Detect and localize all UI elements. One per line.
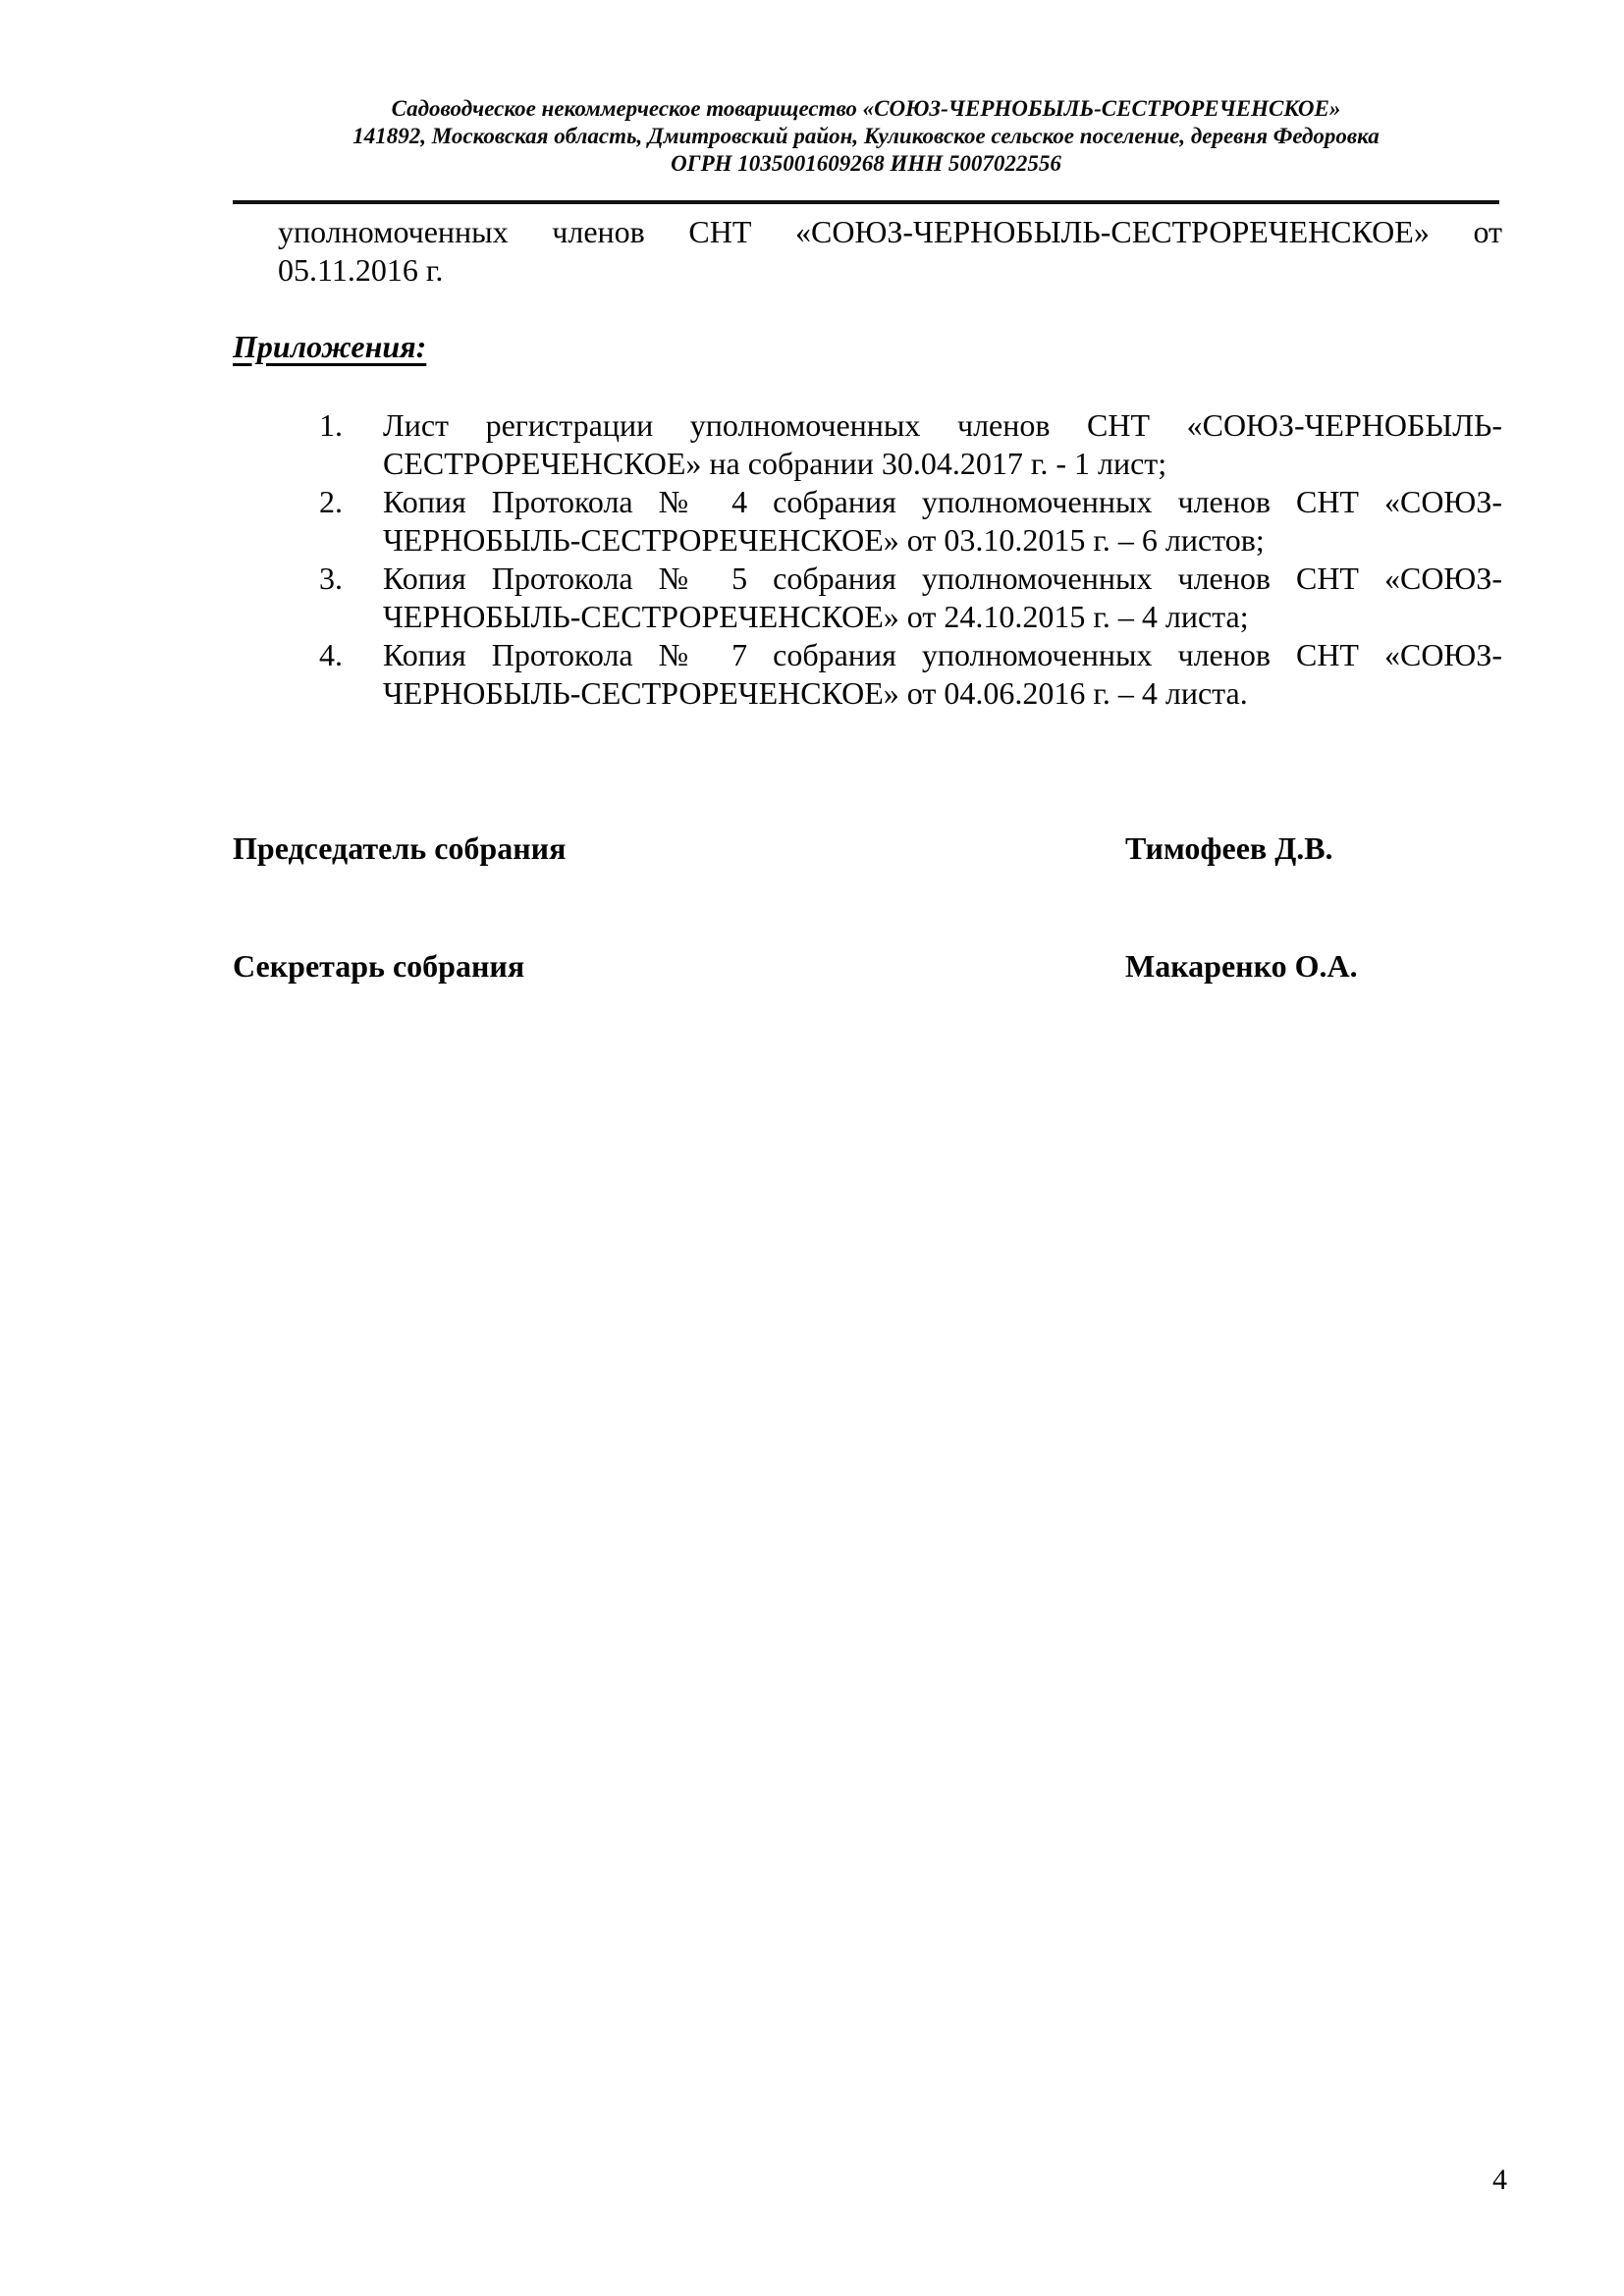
appendix-item-1-number: 1. bbox=[319, 407, 343, 443]
continuation-paragraph bbox=[278, 213, 1502, 290]
page-number: 4 bbox=[1492, 2163, 1507, 2196]
continuation-line-1: уполномоченных членов СНТ «СОЮЗ-ЧЕРНОБЫЛЬ-СЕСТРОРЕЧЕНСКОЕ» от bbox=[278, 214, 1502, 249]
appendix-item-2 bbox=[319, 483, 1502, 560]
letterhead-org-name: Садоводческое некоммерческое товарищество «СОЮЗ-ЧЕРНОБЫЛЬ-СЕСТРОРЕЧЕНСКОЕ» bbox=[391, 96, 1341, 121]
signature-row-secretary bbox=[233, 947, 1502, 986]
appendix-item-3-line-2: ЧЕРНОБЫЛЬ-СЕСТРОРЕЧЕНСКОЕ» от 24.10.2015 г. – 4 листа; bbox=[383, 599, 1249, 634]
letterhead-divider-rule bbox=[233, 200, 1499, 204]
appendix-item-1-line-1: Лист регистрации уполномоченных членов СНТ «СОЮЗ-ЧЕРНОБЫЛЬ- bbox=[383, 407, 1502, 443]
signature-row-chairman bbox=[233, 829, 1502, 868]
appendix-item-4-line-1: Копия Протокола № 7 собрания уполномоченных членов СНТ «СОЮЗ- bbox=[383, 637, 1502, 672]
chairman-name: Тимофеев Д.В. bbox=[1125, 830, 1333, 866]
letterhead-address: 141892, Московская область, Дмитровский район, Куликовское сельское поселение, деревня Федоровка bbox=[352, 124, 1380, 148]
appendix-item-4-line-2: ЧЕРНОБЫЛЬ-СЕСТРОРЕЧЕНСКОЕ» от 04.06.2016 г. – 4 листа. bbox=[383, 675, 1248, 711]
appendix-item-2-line-1: Копия Протокола № 4 собрания уполномоченных членов СНТ «СОЮЗ- bbox=[383, 484, 1502, 519]
appendix-list bbox=[319, 406, 1502, 713]
appendix-item-1 bbox=[319, 406, 1502, 483]
letterhead-ogrn-inn: ОГРН 1035001609268 ИНН 5007022556 bbox=[671, 151, 1061, 176]
appendix-item-3 bbox=[319, 560, 1502, 636]
appendix-item-3-line-1: Копия Протокола № 5 собрания уполномоченных членов СНТ «СОЮЗ- bbox=[383, 561, 1502, 596]
appendix-item-2-line-2: ЧЕРНОБЫЛЬ-СЕСТРОРЕЧЕНСКОЕ» от 03.10.2015 г. – 6 листов; bbox=[383, 522, 1265, 558]
secretary-role-label: Секретарь собрания bbox=[233, 948, 525, 984]
appendix-item-1-line-2: СЕСТРОРЕЧЕНСКОЕ» на собрании 30.04.2017 г. - 1 лист; bbox=[383, 446, 1167, 481]
appendix-item-3-number: 3. bbox=[319, 561, 343, 596]
continuation-line-2: 05.11.2016 г. bbox=[278, 252, 444, 288]
appendix-item-4-number: 4. bbox=[319, 637, 343, 672]
chairman-role-label: Председатель собрания bbox=[233, 830, 567, 866]
appendix-item-4 bbox=[319, 636, 1502, 713]
letterhead bbox=[233, 95, 1499, 178]
appendix-item-2-number: 2. bbox=[319, 484, 343, 519]
appendices-heading: Приложения: bbox=[233, 329, 427, 364]
secretary-name: Макаренко О.А. bbox=[1125, 948, 1358, 984]
